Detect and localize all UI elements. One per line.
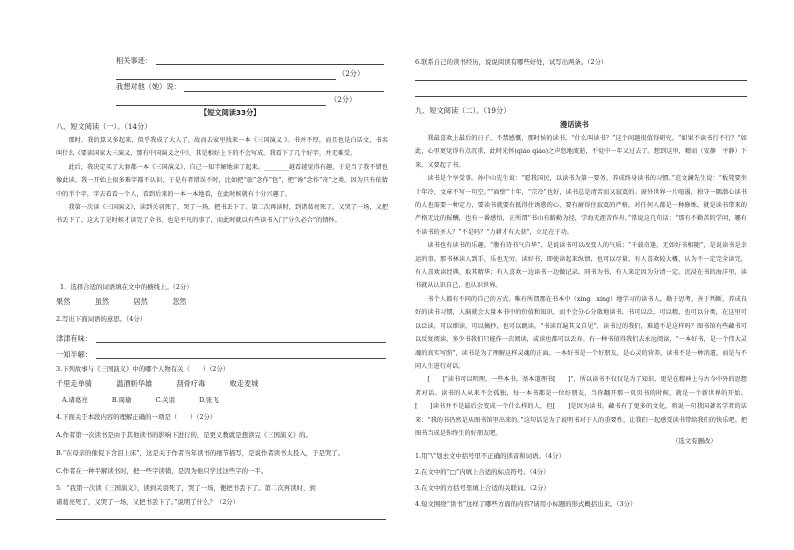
fill-label-deeds: 相关事迹：	[116, 56, 152, 65]
q8-title: 八、短文阅读（一）。（14分）	[56, 122, 152, 131]
answer-line[interactable]	[415, 96, 747, 97]
story-item: 败走麦城	[229, 379, 259, 388]
article-body	[415, 132, 747, 437]
fill-line[interactable]	[116, 79, 336, 80]
question-5-line1: 5．“我第一次读《三国演义》，读到关羽死了，哭了一场，便把书丢下了。第二次再读时，到	[56, 484, 316, 492]
q3-stories	[56, 379, 280, 389]
answer-line[interactable]	[56, 519, 386, 520]
option-a[interactable]: A.诸葛亮	[62, 396, 88, 404]
fill-label-say: 我想对他（她）说：	[116, 82, 181, 91]
score-label: （2分）	[330, 95, 357, 104]
passage-paragraph: 此后，我决定买了大套都一本《三国演义》，自己一知半解地读了起来。________越看越觉得有趣，于是当了我不错也像此读。我一开始上很多难字都不认识，于是有者错误不时，比如把“旅”念作“包”，把“谗”念作“奇”之类。因为只有依猜中的半个字，字去看看一个人，看到后来的一本一本地看，在此时候就有十分兴趣了。	[56, 163, 388, 198]
fill-line[interactable]	[156, 64, 384, 65]
q2-word-1: 津津有味：	[56, 334, 92, 343]
q4-option-b[interactable]: B.“在母亲的催促下含泪上床”，这是关于作者当年读书的细节描写，是说作者读书太投入，于是哭了。	[56, 449, 345, 457]
r-question-2: 2.在文中的“□”内填上合适的标点符号。（4分）	[415, 468, 550, 476]
word-option: 居然	[133, 297, 148, 306]
answer-line[interactable]	[96, 358, 386, 359]
answer-line[interactable]	[415, 80, 747, 81]
option-b[interactable]: B.周瑜	[111, 396, 132, 404]
story-item: 温酒斩华雄	[116, 379, 153, 388]
question-3: 3.下列故事与《三国演义》中的哪个人物有关（ ）（2分）	[56, 365, 230, 373]
section-title: 【短文阅读33分】	[200, 108, 261, 117]
fill-line[interactable]	[184, 91, 384, 92]
word-option: 虽然	[94, 297, 110, 306]
r-question-4: 4.短文围绕“读书”这样了哪些方面的内容?请用小标题的形式概括出来。（3分）	[415, 500, 637, 508]
question-6: 6.联系自己的读书经历，说说阅读有哪些好处，试写出两条。（2分）	[415, 58, 608, 66]
passage-paragraph: 那时，我的算又多起来，似乎我成了大人了，故而去家里找来一本《三国演义 》。书并不厚，而且也是白话文，书名叫什么《要读国家大三演义，那有中国演义之中》，其是相好上下的不会写成。我看下了几个好字，并无难受。	[56, 137, 388, 158]
word-option: 忽然	[172, 297, 187, 306]
word-option: 果然	[56, 297, 71, 306]
passage-one	[56, 134, 388, 274]
article-paragraph: 读书是个享受事。孙中山先生说：“愿我国民，以读书为第一要务，养成终身读书的习惯。”范文澜先生说：“板凳要坐十年冷，文章不写一句空。”“面壁”十年，“宗冷”也好，读书总是清苦而又寂寞的。窗外世界一片喧嚣，独守一隅潜心读书的人也需要一种定力，要读书就要有抵得住诱惑的心，要有耐得住寂寞的严格，对任何人都是一种修炼，就是读书带来的严格无比的报酬，也有一番感悟，正所谓“书山有路勤为径，学海无涯苦作舟。”常说这几句话：“那有不勤苦的学问，哪有不读书的圣人？”不是吗？“力耕才有大获”，立足在于功。	[415, 175, 747, 236]
article-title: 漫话读书	[560, 120, 589, 129]
passage-paragraph: 我第一次读《三国演义》，读到关羽死了，哭了一场，把书丢下了。第二次再读时，到诸葛亮死了，又哭了一场，又把书丢下了。这大了是时候才读完了全书，也是平凡的事了，而此时就以有些读书入门“分久必合”的情怀。	[56, 204, 388, 225]
q2-word-2: 一知半解：	[56, 350, 92, 359]
article-paragraph: [ ]“读书可以明理，一些本书，基本道理书[ ]”，所以读书不仅仅是为了知识，更是在精神上与古今中外的思想者对话。读书的人从来不会孤独，每一本书都是一位好朋友，当你翻开那一页页书的时候，就是一个新世界的开始。[ ]读书并不是最后会变成一个什么样的人，但[ ]是因为读书，藏书有了更多的文化，将说一句我国著名学者的话来：“我的书仍然是从图书馆里出来的。”这句话是为了说明书对于人的重要性，让我们一起感受读书带给我们的快乐吧。把图书当成是你终生的好朋友吧。	[415, 376, 747, 437]
article-paragraph: 读书也有读书的乐趣。“腹有诗书气自华”，是说读书可以改变人的气质；“千载奇逢，无如好书相随”，是说读书是幸运的事。那书林读人到手，乐也无穷。读好书，即使读起来纵情，也可以尽量。有人喜欢较大概，认为不一定完全读完，有人喜欢读经典，取其精华；有人喜欢一边读书一边做记录。同书为书，有人来定因为分清一定。沉浸在书的海洋里，读书就从认识自己，也认识世界。	[415, 242, 747, 290]
fill-line[interactable]	[116, 105, 326, 106]
r-question-1: 1.用“\”划去文中括号里不正确的读音和词语。（4分）	[415, 452, 565, 460]
question-1: 1．选择合适的词语填在文中的横线上。（2分）	[60, 283, 193, 291]
article-paragraph: 我最喜欢上最后的日子，不禁感慨，那时侯的读书。“什么叫读书？”这个问题很值得研究。“如果不读书行不行？”如此，心里更觉得有点沉重，此时光怀(qiáo qiáo)之声悠地流逝，不觉中一年又过去了。想到这里，精而（安静 平静）下来，又要起了书。	[415, 135, 747, 169]
option-c[interactable]: C.关羽	[155, 396, 175, 404]
story-item: 刮骨疗毒	[176, 379, 206, 388]
article-paragraph: 书个人都有不同的自己的方式。唯有所谓那在书本中（xíng xíng）地学习的读书人，勤于思考，善于判断，养成良好的读书习惯，人脑就会大量本书中的价值和知识，而不会分心分散地读书，书可以泛，可以精，也可以分类，在这里可以泛读，可以细读，可以摘抄，也可以跳读。“书读百遍其义自见”，读书过的我们，难道不是这样吗？图书馆有些藏书可以反复阅读，多少书我们只能作一次阅读，或读也都可以丢弃。有一种书值得我们去永远阅读，“一本好书，是一个伟大灵魂的真实写照”，读书是为了理解这样灵魂的正面。一本好书是一个好朋友，是心灵的营养，读书不是一种消遣，而是与不同人生进行对话。	[415, 295, 747, 370]
question-5-line2: 诸葛亮死了，又哭了一场，又把书丢下了。”说明了什么？（2分）	[56, 498, 240, 506]
source-note: （选文有删改）	[672, 437, 717, 445]
story-item: 千里走单骑	[56, 379, 92, 388]
question-4: 4.下面关于本段内容的理解正确的一项是（ ）（2分）	[56, 413, 217, 421]
r-question-3: 3.在文中的方括号里填上合适的关联词。（2分）	[415, 484, 550, 492]
q4-option-a[interactable]: A.作者第一次读书是由于其他读书的影响下进行的，是更义教就是想读完《三国演义》的。	[56, 431, 312, 439]
q4-option-c[interactable]: C.作者在一种半解读书时，把一些字读错，是因为他只学过这些字的一半。	[56, 467, 268, 475]
question-2: 2.写出下面词语的意思。（4分）	[56, 315, 147, 323]
q1-word-bank	[56, 297, 208, 307]
q3-options	[62, 396, 241, 405]
score-label: （2分）	[338, 69, 365, 78]
option-d[interactable]: D.张飞	[198, 396, 219, 404]
q9-title: 九、短文阅读（二）。（19分）	[415, 106, 511, 115]
answer-line[interactable]	[96, 342, 386, 343]
